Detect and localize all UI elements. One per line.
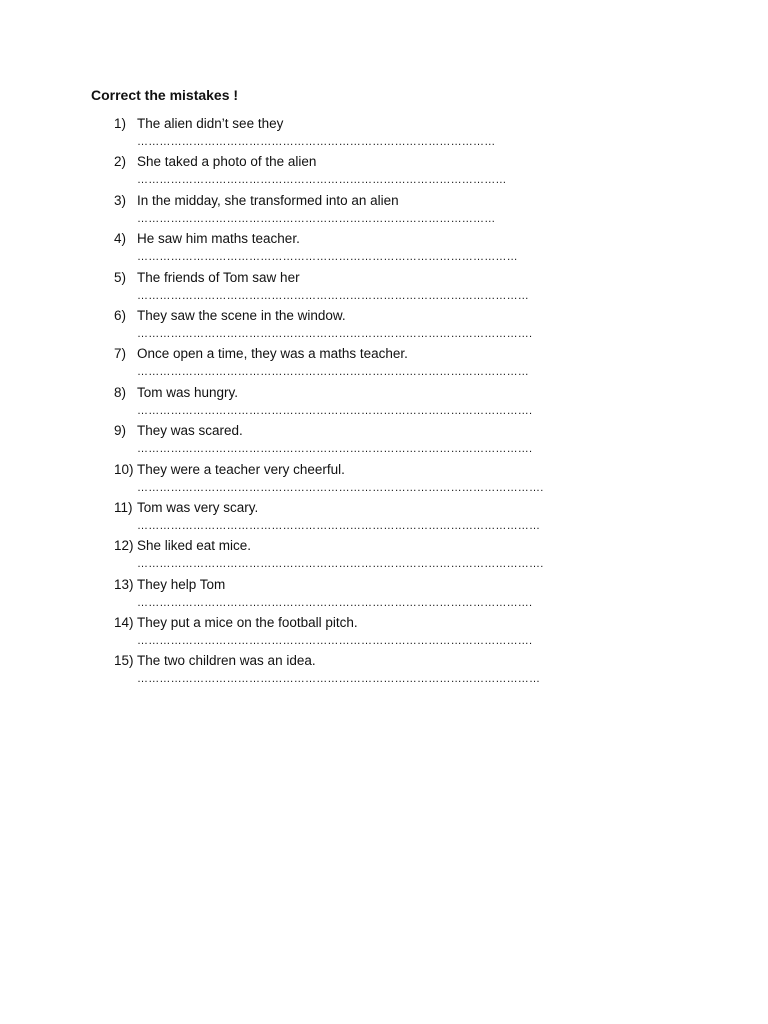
- item-sentence: She liked eat mice.: [137, 538, 252, 554]
- item-number: 2): [114, 154, 127, 170]
- exercise-item: [114, 307, 554, 345]
- answer-line[interactable]: …………………………………………………………………………………………….: [137, 443, 533, 456]
- worksheet-title: Correct the mistakes !: [91, 87, 239, 103]
- item-sentence: Tom was hungry.: [137, 384, 239, 400]
- item-number: 13): [114, 576, 134, 592]
- item-sentence: They saw the scene in the window.: [137, 307, 346, 323]
- item-sentence: She taked a photo of the alien: [137, 154, 317, 170]
- item-sentence: They help Tom: [137, 576, 226, 592]
- answer-line[interactable]: …………………………………………………………………………………………….: [137, 327, 533, 340]
- answer-line[interactable]: ………………………………………………………………………………………………: [137, 673, 541, 686]
- item-number: 7): [114, 346, 127, 362]
- item-number: 10): [114, 461, 134, 477]
- item-number: 1): [114, 116, 127, 131]
- item-sentence: They was scared.: [137, 423, 243, 439]
- answer-line[interactable]: ……………………………………………………………………………………………….: [137, 481, 544, 494]
- item-sentence: The alien didn’t see they: [137, 116, 284, 131]
- exercise-item: [114, 461, 554, 499]
- exercise-item: [114, 499, 554, 537]
- item-sentence: Once open a time, they was a maths teacher.: [137, 346, 408, 362]
- item-sentence: The friends of Tom saw her: [137, 269, 300, 285]
- item-number: 11): [114, 499, 133, 515]
- item-sentence: Tom was very scary.: [137, 499, 259, 515]
- answer-line[interactable]: ……………………………………………………………………………………………: [137, 289, 529, 302]
- item-sentence: He saw him maths teacher.: [137, 231, 300, 247]
- answer-line[interactable]: …………………………………………………………………………………………….: [137, 404, 533, 417]
- exercise-item: [114, 345, 554, 383]
- exercise-item: [114, 422, 554, 460]
- item-number: 14): [114, 615, 134, 631]
- exercise-list: [114, 115, 554, 691]
- item-number: 4): [114, 231, 127, 247]
- answer-line[interactable]: ……………………………………………………………………………………: [137, 136, 496, 148]
- answer-line[interactable]: ………………………………………………………………………………………………: [137, 519, 541, 532]
- item-number: 12): [114, 538, 134, 554]
- answer-line[interactable]: ……………………………………………………………………………………: [137, 212, 496, 225]
- item-number: 6): [114, 307, 127, 323]
- exercise-item: [114, 576, 554, 614]
- item-sentence: The two children was an idea.: [137, 653, 316, 669]
- answer-line[interactable]: ……………………………………………………………………………………………: [137, 366, 529, 379]
- item-number: 9): [114, 423, 127, 439]
- answer-line[interactable]: ………………………………………………………………………………………: [137, 174, 507, 187]
- exercise-item: [114, 115, 554, 153]
- item-number: 8): [114, 384, 127, 400]
- exercise-item: [114, 384, 554, 422]
- exercise-item: [114, 652, 554, 690]
- item-number: 3): [114, 192, 127, 208]
- exercise-item: [114, 153, 554, 191]
- exercise-item: [114, 614, 554, 652]
- answer-line[interactable]: …………………………………………………………………………………………: [137, 251, 518, 264]
- item-number: 5): [114, 269, 127, 285]
- item-number: 15): [114, 653, 134, 669]
- exercise-item: [114, 537, 554, 575]
- answer-line[interactable]: …………………………………………………………………………………………….: [137, 635, 533, 648]
- item-sentence: They put a mice on the football pitch.: [137, 615, 358, 631]
- answer-line[interactable]: ……………………………………………………………………………………………….: [137, 558, 544, 571]
- exercise-item: [114, 192, 554, 230]
- item-sentence: They were a teacher very cheerful.: [137, 461, 345, 477]
- answer-line[interactable]: …………………………………………………………………………………………….: [137, 596, 533, 609]
- item-sentence: In the midday, she transformed into an alien: [137, 192, 399, 208]
- exercise-item: [114, 230, 554, 268]
- exercise-item: [114, 269, 554, 307]
